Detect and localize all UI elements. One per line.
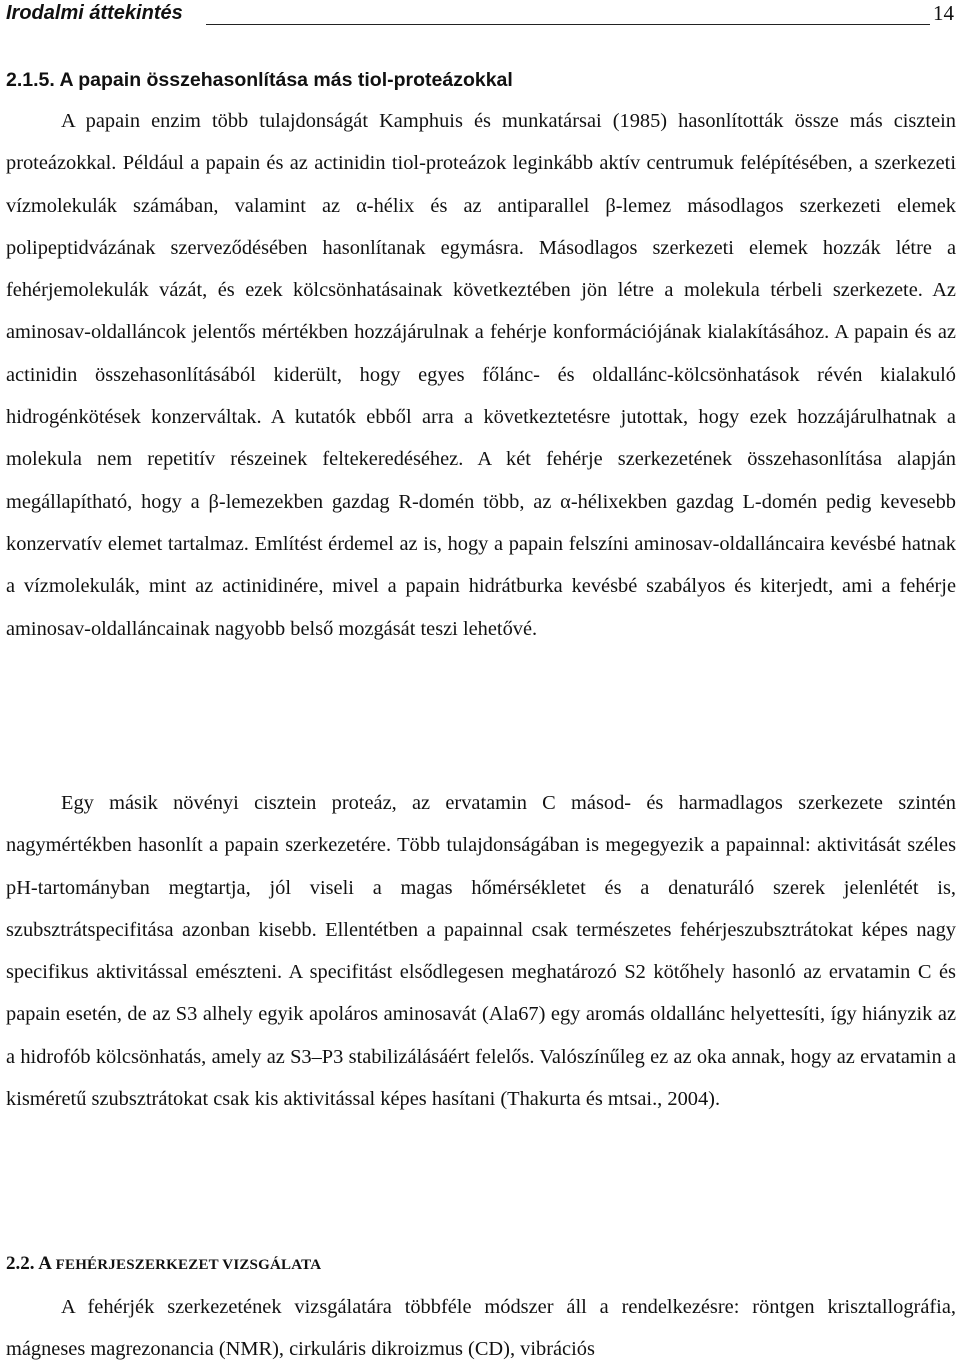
section-heading-2-1-5: 2.1.5. A papain összehasonlítása más tiol-proteázokkal bbox=[6, 69, 513, 91]
page-number: 14 bbox=[933, 1, 954, 25]
section-number: 2.2. A bbox=[6, 1253, 56, 1274]
section-heading-2-2 bbox=[6, 1250, 321, 1279]
paragraph-text: Egy másik növényi cisztein proteáz, az ervatamin C másod- és harmadlagos szerkezete szintén nagymértékben hasonlít a papain szerkezetére. Több tulajdonságában is megegyezik a papainnal: aktivitását széles pH-tartományban megtartja, jól viseli a magas hőmérsékletet és a denaturáló szerek jelenlétét is, szubsztrátspecifitása azonban kisebb. Ellentétben a papainnal csak természetes fehérjeszubsztrátokat képes nagy specifikus aktivitással emészteni. A specifitást elsődlegesen meghatározó S2 kötőhely hasonló az ervatamin C és papain esetén, de az S3 alhely egyik apoláros aminosavát (Ala67) egy aromás oldallánc helyettesíti, így hiányzik az a hidrofób kölcsönhatás, amely az S3–P3 stabilizálásáért felelős. Valószínűleg ez az oka annak, hogy az ervatamin a kisméretű szubsztrátokat csak kis aktivitással képes hasítani (Thakurta és mtsai., 2004). bbox=[6, 792, 956, 1111]
header-rule bbox=[206, 24, 930, 25]
section-title: FEHÉRJESZERKEZET VIZSGÁLATA bbox=[55, 1257, 322, 1273]
running-title: Irodalmi áttekintés bbox=[6, 2, 183, 24]
page-header bbox=[6, 0, 954, 30]
paragraph-papain-comparison bbox=[6, 100, 956, 650]
paragraph-ervatamin bbox=[6, 782, 956, 1120]
paragraph-structure-methods bbox=[6, 1286, 956, 1371]
paragraph-text: A papain enzim több tulajdonságát Kamphuis és munkatársai (1985) hasonlították össze más cisztein proteázokkal. Például a papain és az actinidin tiol-proteázok leginkább aktív centrumuk felépítésében, a szerkezeti vízmolekulák számában, valamint az α-hélix és az antiparallel β-lemez másodlagos szerkezeti elemek polipeptidvázának szerveződésében hasonlítanak egymásra. Másodlagos szerkezeti elemek hozzák létre a fehérjemolekulák vázát, és ezek kölcsönhatásainak következtében jön létre a molekula térbeli szerkezete. Az aminosav-oldalláncok jelentős mértékben hozzájárulnak a fehérje konformációjának kialakításához. A papain és az actinidin összehasonlításából kiderült, hogy egyes főlánc- és oldallánc-kölcsönhatások révén kialakuló hidrogénkötések konzerváltak. A kutatók ebből arra a következtetésre jutottak, hogy ezek hozzájárulhatnak a molekula nem repetitív részeinek feltekeredéséhez. A két fehérje szerkezetének összehasonlítása alapján megállapítható, hogy a β-lemezekben gazdag R-domén több, az α-hélixekben gazdag L-domén pedig kevesebb konzervatív elemet tartalmaz. Említést érdemel az is, hogy a papain felszíni aminosav-oldalláncaira kevésbé hatnak a vízmolekulák, mint az actinidinére, mivel a papain hidrátburka kevésbé szabályos és kiterjedt, ami a fehérje aminosav-oldalláncainak nagyobb belső mozgását teszi lehetővé. bbox=[6, 110, 956, 640]
paragraph-text: A fehérjék szerkezetének vizsgálatára többféle módszer áll a rendelkezésre: röntgen krisztallográfia, mágneses magrezonancia (NMR), cirkuláris dikroizmus (CD), vibrációs bbox=[6, 1296, 956, 1361]
